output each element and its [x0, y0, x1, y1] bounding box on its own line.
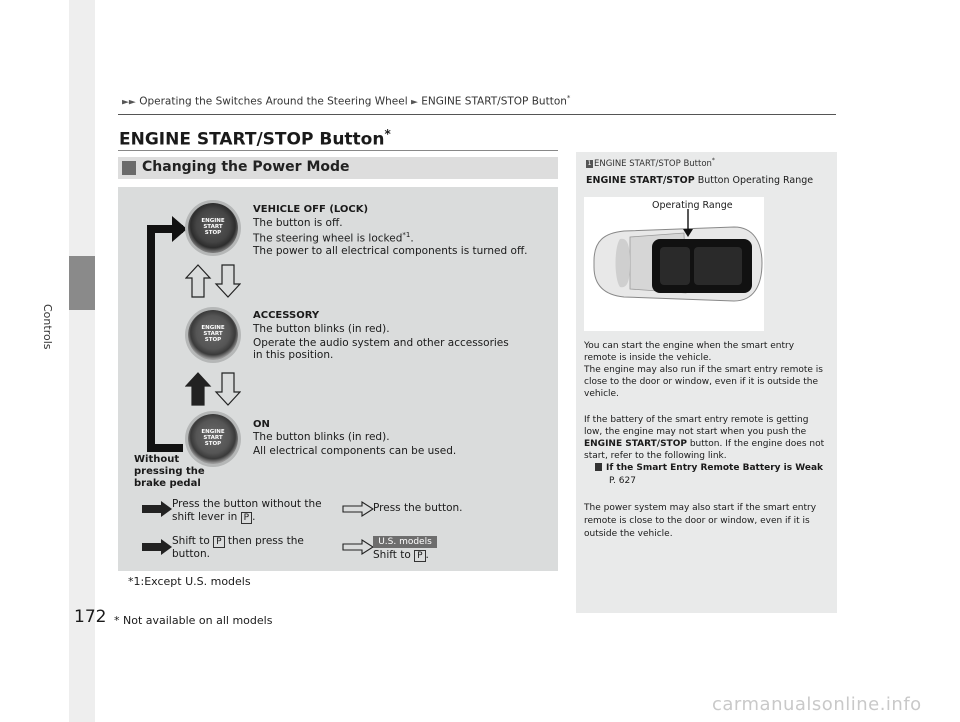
engine-start-stop-button-off: [188, 203, 238, 253]
side-note-heading: 1 ENGINE START/STOP Button*: [587, 157, 715, 169]
button-face-text: ENGINE START STOP: [201, 325, 225, 343]
page-title-text: ENGINE START/STOP Button: [119, 129, 385, 150]
down-arrow-outline-icon: [216, 265, 240, 297]
thick-arrow-icon: [141, 539, 173, 555]
us-models-badge: U.S. models: [373, 536, 437, 548]
availability-note: * Not available on all models: [114, 614, 273, 627]
link-arrow-icon: [595, 463, 602, 471]
legend-item-press: Press the button.: [373, 502, 463, 514]
p-shift-icon: P: [414, 550, 425, 562]
state-accessory-line-1: The button blinks (in red).: [253, 323, 390, 335]
state-title-off: VEHICLE OFF (LOCK): [253, 204, 369, 215]
breadcrumb: [122, 94, 570, 108]
cross-reference-link[interactable]: If the Smart Entry Remote Battery is Weak: [595, 463, 823, 473]
breadcrumb-item-1[interactable]: Operating the Switches Around the Steering Wheel: [139, 95, 408, 108]
ref-number-icon: 1: [587, 159, 592, 167]
state-on-line-1: The button blinks (in red).: [253, 431, 390, 443]
button-face-text: ENGINE START STOP: [201, 429, 225, 447]
page-title: [119, 127, 391, 150]
state-title-accessory: ACCESSORY: [253, 310, 320, 321]
side-note-para-2: If the battery of the smart entry remote is getting low, the engine may not start when you push the ENGINE START/STOP button. If the engine does not start, refer to the following link.: [584, 415, 825, 461]
breadcrumb-asterisk: *: [566, 94, 571, 102]
p-shift-icon: P: [213, 536, 224, 548]
breadcrumb-arrow-icon: ►►: [122, 97, 136, 108]
breadcrumb-item-2[interactable]: ENGINE START/STOP Button: [421, 95, 567, 108]
operating-range-label: Operating Range: [652, 200, 733, 211]
title-rule: [118, 150, 558, 151]
bracket-label: Without pressing the brake pedal: [134, 454, 205, 489]
legend-item-press-no-shift: Press the button without the shift lever in P .: [172, 498, 322, 523]
side-note-subheading: ENGINE START/STOP Button Operating Range: [586, 175, 814, 186]
thin-arrow-icon: [342, 539, 374, 555]
section-tab-label: Controls: [41, 304, 54, 350]
state-accessory-line-3: in this position.: [253, 349, 334, 361]
up-arrow-outline-icon: [186, 265, 210, 297]
car-topview-icon: [584, 197, 764, 331]
section-title: Changing the Power Mode: [142, 159, 350, 175]
footnote: *1:Except U.S. models: [128, 575, 251, 588]
title-asterisk: *: [384, 127, 391, 141]
watermark-text: carmanualsonline.info: [712, 694, 922, 715]
transition-arrows-1: [185, 264, 241, 298]
button-face-text: ENGINE START STOP: [201, 218, 225, 236]
breadcrumb-arrow-icon: ►: [410, 97, 418, 108]
transition-arrows-2: [185, 372, 241, 406]
state-off-line-1: The button is off.: [253, 217, 343, 229]
header-rule: [118, 114, 836, 115]
up-arrow-filled-icon: [186, 373, 210, 405]
engine-start-stop-button-on: [188, 414, 238, 464]
engine-start-stop-button-accessory: [188, 310, 238, 360]
page-number: 172: [74, 607, 107, 627]
thin-arrow-icon: [342, 501, 374, 517]
cycle-bracket-arrow: [147, 225, 183, 452]
cross-reference-page[interactable]: P. 627: [609, 476, 636, 486]
section-square-icon: [122, 161, 136, 175]
side-note-para-3: The power system may also start if the smart entry remote is close to the door or window, even if it is outside the vehicle.: [584, 503, 817, 539]
down-arrow-outline-icon: [216, 373, 240, 405]
section-header: [118, 157, 558, 179]
legend-item-shift-press: Shift to P then press the button.: [172, 535, 304, 560]
state-title-on: ON: [253, 419, 270, 430]
car-operating-range-illustration: [584, 197, 764, 331]
state-off-line-3: The power to all electrical components is turned off.: [253, 245, 528, 257]
state-accessory-line-2: Operate the audio system and other accessories: [253, 337, 509, 349]
side-note-para-1: You can start the engine when the smart entry remote is inside the vehicle. The engine may also run if the smart entry remote is close to the door or window, even if it is outside the vehicle.: [584, 341, 823, 399]
side-tab-marker: [69, 256, 95, 310]
thick-arrow-icon: [141, 501, 173, 517]
state-on-line-2: All electrical components can be used.: [253, 445, 457, 457]
cycle-arrowhead-icon: [172, 216, 187, 242]
p-shift-icon: P: [241, 512, 252, 524]
state-off-line-2: The steering wheel is locked$^{*1}$.: [253, 231, 414, 245]
legend-item-shift: Shift to P .: [373, 549, 429, 561]
